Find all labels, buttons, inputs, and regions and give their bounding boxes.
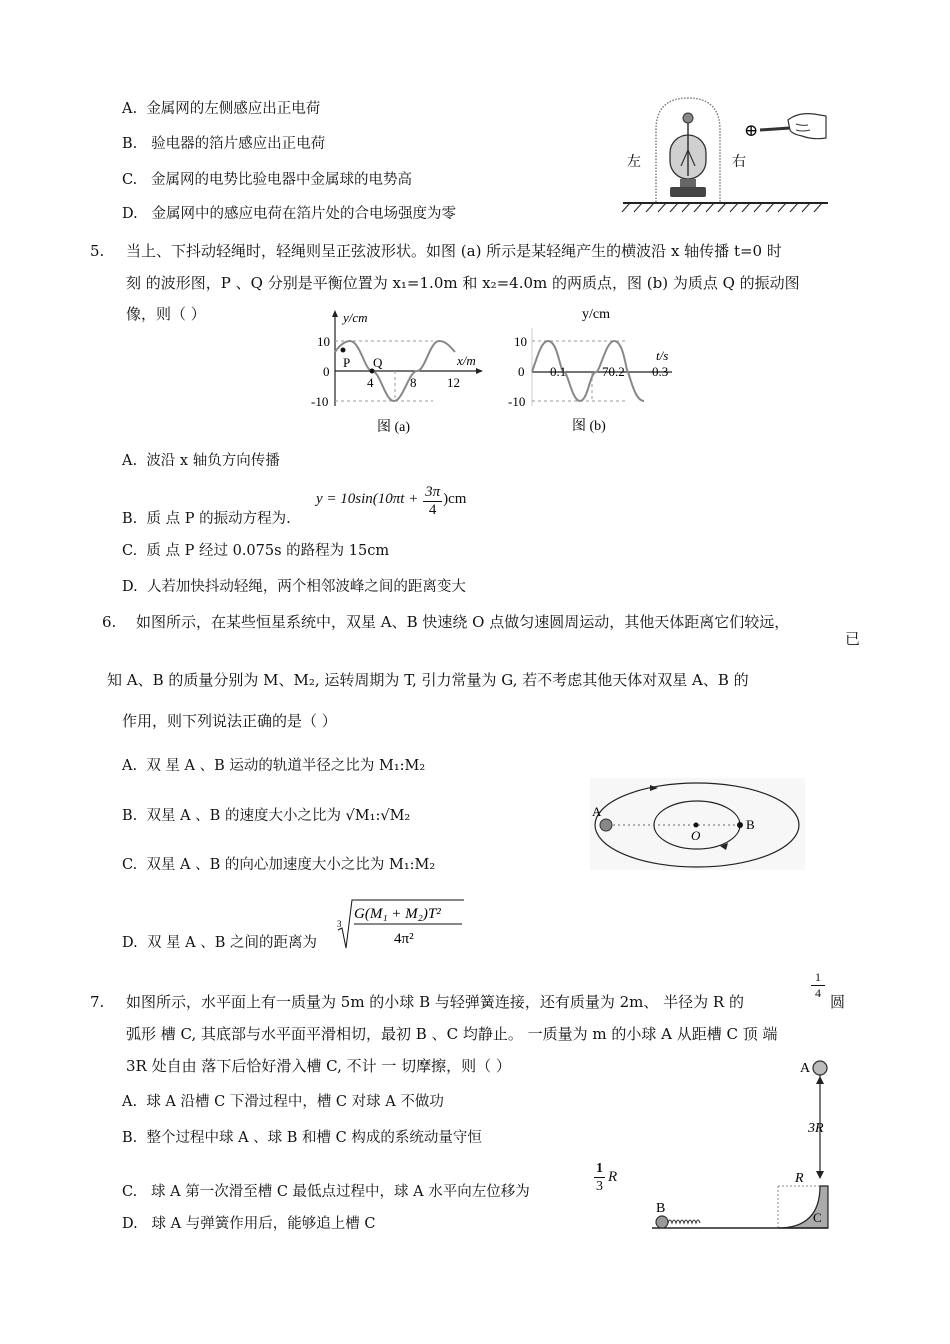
q5b-y-tick-10: 10 [514,334,527,349]
q6-option-c: C. 双星 A 、B 的向心加速度大小之比为 M₁:M₂ [122,857,436,873]
q7-option-d: D. 球 A 与弹簧作用后，能够追上槽 C [122,1216,376,1232]
q5b-caption: 图 (b) [572,419,606,434]
q6-binary-star-figure [590,778,805,870]
q5b-t-tick-0-2: 70.2 [602,364,625,379]
q6-option-d-formula [336,898,466,952]
q5a-y-tick-neg10: -10 [311,394,329,409]
q7-ball-b-label: B [656,1201,666,1216]
q7-option-c-fraction: $\frac{1}{3}$ R [596,1161,618,1194]
q5b-t-tick-0-1: 0.1 [550,364,567,379]
q7-stem-line3: 3R 处自由 落下后恰好滑入槽 C, 不计 一 切摩擦，则（ ） [126,1057,511,1075]
q4-option-d: D. 金属网中的感应电荷在箔片处的合电场强度为零 [122,206,457,222]
q5a-x-tick-12: 12 [447,375,460,390]
q5-stem-line3: 像，则（ ） [126,305,206,323]
q6-number: 6. [102,613,117,631]
q4-option-a: A. 金属网的左侧感应出正电荷 [122,101,321,117]
q7-option-c: C. 球 A 第一次滑至槽 C 最低点过程中，球 A 水平向左位移为 [122,1184,530,1200]
q5-option-b: B. 质 点 P 的振动方程为. [122,511,291,527]
q6-stem-line3: 作用，则下列说法正确的是（ ） [122,712,337,730]
q7-number: 7. [90,993,105,1011]
q7-stem-line2: 弧形 槽 C, 其底部与水平面平滑相切，最初 B 、C 均静止。 一质量为 m 的小球 A 从距槽 C 顶 端 [126,1025,778,1043]
q7-stem-line1-end: 圆 [830,993,846,1011]
q5a-caption: 图 (a) [377,420,411,435]
q4-left-label: 左 [627,155,641,170]
q7-groove-c-label: C [813,1210,822,1225]
q6-root-denominator: 4π² [394,931,414,947]
q5-stem-line1: 当上、下抖动轻绳时，轻绳则呈正弦波形状。如图 (a) 所示是某轻绳产生的横波沿 x 轴传播 t=0 时 [126,242,782,260]
q7-height-label: 3R [808,1121,824,1136]
q5a-x-tick-8: 8 [410,375,417,390]
q5b-y-tick-neg10: -10 [508,394,526,409]
q5-stem-line2: 刻 的波形图，P 、Q 分别是平衡位置为 x₁=1.0m 和 x₂=4.0m 的两质点，图 (b) 为质点 Q 的振动图 [126,274,800,292]
q6-stem-line2: 知 A、B 的质量分别为 M、M₂, 运转周期为 T, 引力常量为 G, 若不考虑其他天体对双星 A、B 的 [107,671,749,689]
q6-option-a: A. 双 星 A 、B 运动的轨道半径之比为 M₁:M₂ [122,758,426,774]
q6-option-d: D. 双 星 A 、B 之间的距离为 [122,935,318,951]
q5-option-b-formula: y = 10sin(10πt + $\frac{3\pi}{4}$ )cm [316,484,467,518]
q6-star-a-label: A [592,804,602,819]
q5a-y-tick-10: 10 [317,334,330,349]
q5a-x-tick-4: 4 [367,375,374,390]
q6-stem-line1: 如图所示，在某些恒星系统中，双星 A、B 快速绕 O 点做匀速圆周运动，其他天体距离它们较远， [136,613,790,631]
q5a-p-label: P [343,355,351,370]
q5a-y-axis-label: y/cm [343,310,368,325]
q7-option-b: B. 整个过程中球 A 、球 B 和槽 C 构成的系统动量守恒 [122,1130,482,1146]
q5-number: 5. [90,242,105,260]
q7-radius-label: R [795,1171,804,1186]
q6-star-b-label: B [746,817,755,832]
q5-figure-a [305,306,490,438]
q4-option-b: B. 验电器的箔片感应出正电荷 [122,136,326,152]
q7-stem-line1: 如图所示，水平面上有一质量为 5m 的小球 B 与轻弹簧连接，还有质量为 2m、 半径为 R 的 [126,993,744,1011]
q6-option-b: B. 双星 A 、B 的速度大小之比为 √M₁:√M₂ [122,808,411,824]
q5b-t-tick-0-3: 0.3 [652,364,669,379]
q5-option-a: A. 波沿 x 轴负方向传播 [122,453,280,469]
q4-positive-charge: ⊕ [744,121,759,140]
q5a-x-axis-label: x/m [457,353,476,368]
q7-option-a: A. 球 A 沿槽 C 下滑过程中，槽 C 对球 A 不做功 [122,1094,444,1110]
q7-quarter-fraction: 1 4 [811,970,825,1001]
q5-figure-b [502,304,692,438]
q4-right-label: 右 [732,155,746,170]
q5-option-c: C. 质 点 P 经过 0.075s 的路程为 15cm [122,543,390,559]
q5b-t-axis-label: t/s [656,348,669,363]
q5a-q-label: Q [373,355,383,370]
q7-groove-figure [650,1052,835,1232]
q6-root-index: 3 [337,919,342,929]
q5-option-d: D. 人若加快抖动轻绳，两个相邻波峰之间的距离变大 [122,579,466,595]
q7-ball-a-label: A [800,1061,811,1076]
q5b-y-tick-0: 0 [518,364,525,379]
q5a-y-tick-0: 0 [323,364,330,379]
q6-center-o-label: O [691,828,701,843]
q6-root-numerator: G(M₁ + M₂)T² [354,906,441,922]
q6-stem-line1-end: 已 [845,630,861,648]
q4-option-c: C. 金属网的电势比验电器中金属球的电势高 [122,172,413,188]
q5b-y-axis-label: y/cm [582,307,610,322]
q4-electroscope-figure [618,90,833,220]
